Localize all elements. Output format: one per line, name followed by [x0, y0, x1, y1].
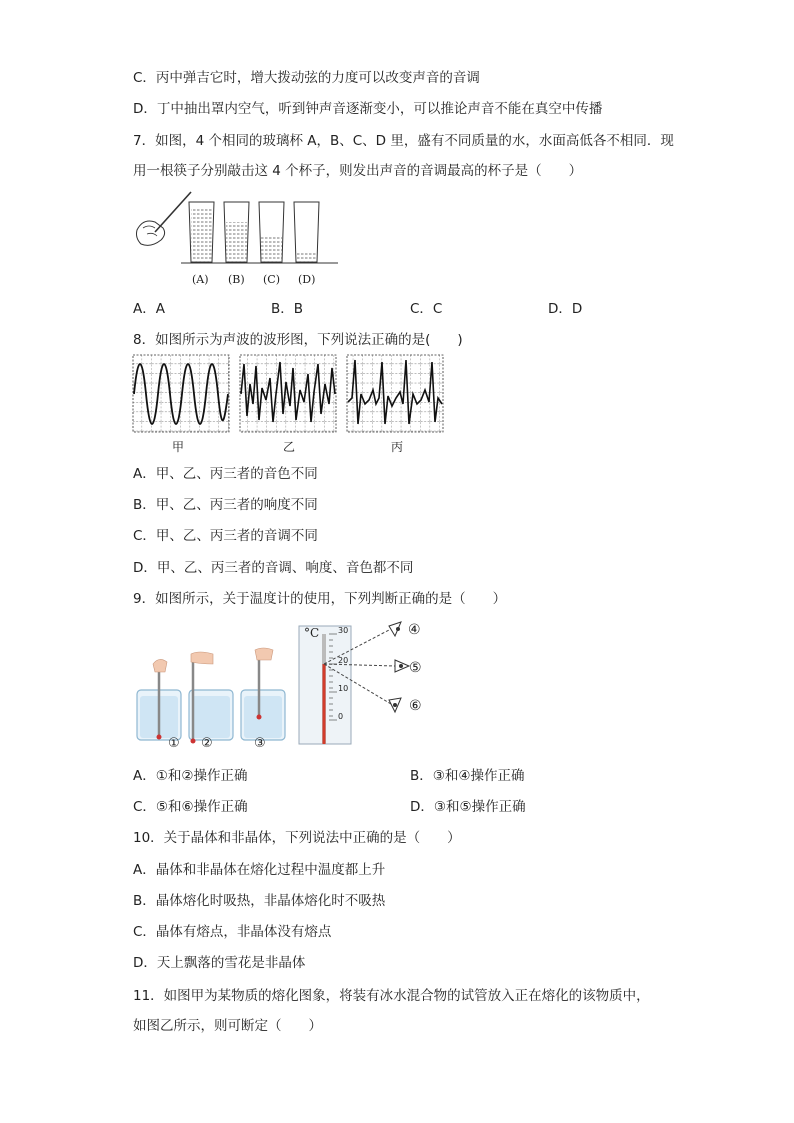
thermo-tick-10: 10: [338, 684, 349, 693]
q9-option-a: A．①和②操作正确: [133, 768, 248, 784]
q10-option-b: B．晶体熔化时吸热，非晶体熔化时不吸热: [133, 893, 386, 909]
wave-label-jia: 甲: [172, 440, 185, 454]
q9-thermometer-figure: [133, 620, 433, 750]
q8-option-b: B．甲、乙、丙三者的响度不同: [133, 497, 318, 513]
q7-stem-line2: 用一根筷子分别敲击这 4 个杯子，则发出声音的音调最高的杯子是（ ）: [133, 163, 583, 179]
wave-bing: [347, 355, 443, 432]
q8-stem: 8．如图所示为声波的波形图，下列说法正确的是( ): [133, 332, 463, 348]
q8-option-d: D．甲、乙、丙三者的音调、响度、音色都不同: [133, 560, 414, 576]
chopstick: [155, 192, 191, 232]
thermo-tick-20: 20: [338, 656, 349, 665]
eye-label-5: ⑤: [409, 660, 422, 676]
beaker-label-3: ③: [254, 736, 266, 751]
q7-option-c: C．C: [410, 301, 443, 317]
q7-option-d: D．D: [548, 301, 583, 317]
q7-option-b: B．B: [271, 301, 304, 317]
eye-label-4: ④: [408, 622, 421, 638]
q7-option-a: A．A: [133, 301, 165, 317]
thermo-unit: °C: [304, 626, 320, 640]
q10-stem: 10．关于晶体和非晶体，下列说法中正确的是（ ）: [133, 830, 461, 846]
q9-option-d: D．③和⑤操作正确: [410, 799, 526, 815]
thermo-tick-30: 30: [338, 626, 349, 635]
beaker-3: [241, 648, 285, 740]
beaker-2: [189, 652, 233, 744]
cup-label-c: (C): [263, 273, 280, 286]
cup-label-a: (A): [192, 273, 209, 286]
wave-jia: [133, 355, 229, 432]
cup-label-b: (B): [228, 273, 245, 286]
wave-label-bing: 丙: [391, 440, 404, 454]
q10-option-d: D．天上飘落的雪花是非晶体: [133, 955, 306, 971]
q9-option-b: B．③和④操作正确: [410, 768, 525, 784]
q8-waveforms-figure: [132, 354, 444, 436]
cup-label-d: (D): [298, 273, 316, 286]
q8-option-c: C．甲、乙、丙三者的音调不同: [133, 528, 318, 544]
q9-option-c: C．⑤和⑥操作正确: [133, 799, 248, 815]
q9-stem: 9．如图所示，关于温度计的使用，下列判断正确的是（ ）: [133, 591, 507, 607]
q10-option-c: C．晶体有熔点，非晶体没有熔点: [133, 924, 332, 940]
beaker-1: [137, 659, 181, 740]
q11-stem-line2: 如图乙所示，则可断定（ ）: [133, 1018, 322, 1034]
q10-option-a: A．晶体和非晶体在熔化过程中温度都上升: [133, 862, 386, 878]
thermo-tick-0: 0: [338, 712, 344, 721]
beaker-label-1: ①: [168, 736, 180, 751]
q8-option-a: A．甲、乙、丙三者的音色不同: [133, 466, 318, 482]
q6-option-d: D．丁中抽出罩内空气，听到钟声音逐渐变小，可以推论声音不能在真空中传播: [133, 101, 603, 117]
q11-stem-line1: 11．如图甲为某物质的熔化图象，将装有冰水混合物的试管放入正在熔化的该物质中，: [133, 988, 650, 1004]
wave-yi: [240, 355, 336, 432]
q6-option-c: C．丙中弹吉它时，增大拨动弦的力度可以改变声音的音调: [133, 70, 480, 86]
eye-icon: [389, 622, 409, 712]
beaker-label-2: ②: [201, 736, 213, 751]
eye-label-6: ⑥: [409, 698, 422, 714]
wave-label-yi: 乙: [283, 440, 296, 454]
q7-stem-line1: 7．如图，4 个相同的玻璃杯 A，B、C、D 里，盛有不同质量的水，水面高低各不相同．现: [133, 133, 674, 149]
